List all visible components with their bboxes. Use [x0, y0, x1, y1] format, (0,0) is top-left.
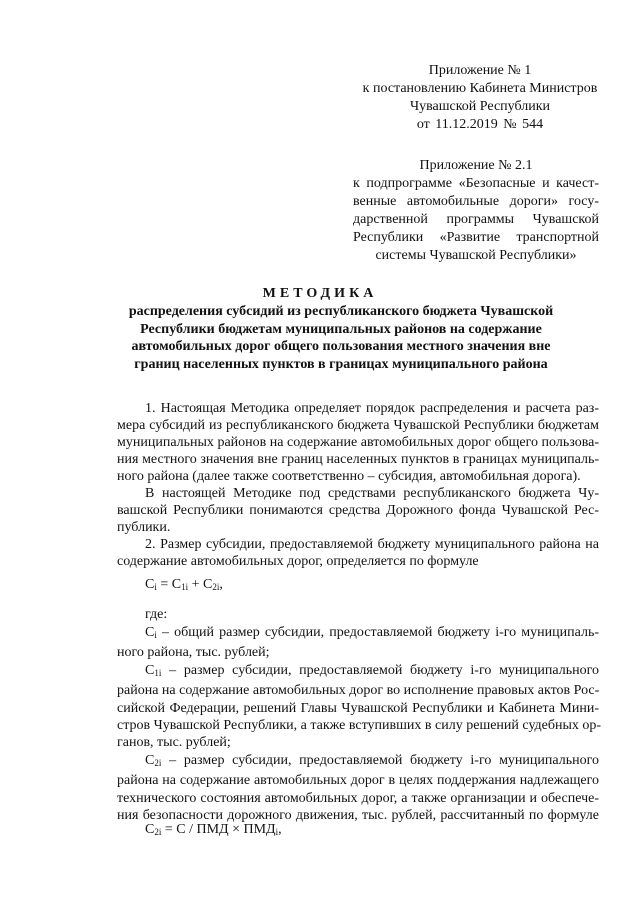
- paragraph-1-line: 1. Настоящая Методика определяет порядок распределения и расчета раз-: [145, 401, 599, 416]
- definition-c2-line: района на содержание автомобильных дорог в целях поддержания надлежащего: [117, 773, 599, 789]
- formula-symbol: = C / ПМД × ПМД: [161, 822, 276, 837]
- def-text: – размер субсидии, предоставляемой бюджету i-го муниципального: [161, 752, 599, 768]
- formula-subscript: 2i: [212, 582, 220, 592]
- definition-ci-line: ного района, тыс. рублей;: [117, 645, 270, 661]
- paragraph-2-line: вашской Республики понимаются средства Дорожного фонда Чувашской Рес-: [117, 503, 599, 518]
- annex-2-line: к подпрограмме «Безопасные и качест-: [353, 176, 599, 191]
- annex-1-header: [340, 62, 620, 134]
- annex-1-line: к постановлению Кабинета Министров: [362, 81, 598, 96]
- def-text: – размер субсидии, предоставляемой бюджету i-го муниципального: [161, 662, 599, 678]
- paragraph-1-line: ния местного значения вне границ населенных пунктов в границах муниципаль-: [117, 452, 599, 467]
- annex-1-line: Чувашской Республики: [409, 99, 551, 114]
- annex-1-date: от 11.12.2019 № 544: [416, 117, 544, 132]
- subtitle-line: распределения субсидий из республиканского бюджета Чувашской: [128, 304, 554, 319]
- definition-c1-line: [117, 662, 599, 682]
- annex-2-line: Республики «Развитие транспортной: [353, 230, 599, 245]
- formula-symbol: ,: [278, 822, 282, 837]
- def-subscript: 1i: [154, 667, 162, 678]
- paragraph-3-line: 2. Размер субсидии, предоставляемой бюджету муниципального района на: [145, 537, 599, 552]
- definition-c2-line: технического состояния автомобильных дорог, а также организации и обеспече-: [117, 790, 599, 806]
- annex-2-header: [353, 157, 599, 265]
- paragraph-1-line: мера субсидий из республиканского бюджета Чувашской Республики бюджетам: [117, 418, 599, 433]
- formula-symbol: C: [145, 577, 155, 592]
- formula-c2-subsidy: [145, 822, 282, 838]
- definition-c1-line: района на содержание автомобильных дорог во исполнение правовых актов Рос-: [117, 683, 600, 699]
- paragraph-1-line: муниципальных районов на содержание автомобильных дорог общего пользова-: [117, 435, 599, 450]
- definition-c1-line: стров Чувашской Республики, а также вступивших в силу решений судебных ор-: [117, 718, 602, 734]
- subtitle-line: автомобильных дорог общего пользования местного значения вне: [131, 339, 551, 354]
- def-symbol: C: [145, 752, 155, 768]
- paragraph-2-line: публики.: [117, 520, 171, 535]
- definition-ci-line: [117, 624, 599, 644]
- subtitle-line: Республики бюджетам муниципальных районов на содержание: [140, 321, 542, 337]
- formula-subscript: 1i: [181, 582, 189, 592]
- annex-2-title: Приложение № 2.1: [419, 158, 533, 173]
- definition-c2-line: ния безопасности дорожного движения, тыс. рублей, рассчитанный по формуле: [117, 808, 599, 824]
- formula-total-subsidy: [145, 577, 223, 593]
- where-label: где:: [145, 607, 168, 622]
- paragraph-3-line: содержание автомобильных дорог, определяется по формуле: [117, 554, 479, 569]
- formula-symbol: C: [145, 822, 155, 837]
- annex-1-title: Приложение № 1: [428, 63, 532, 78]
- def-symbol: C: [145, 662, 155, 678]
- annex-2-line: дарственной программы Чувашской: [353, 212, 599, 227]
- def-symbol: C: [145, 625, 155, 640]
- formula-symbol: + C: [188, 577, 213, 592]
- formula-symbol: = C: [156, 577, 182, 592]
- paragraph-1-line: ного района (далее также соответственно – субсидия, автомобильная дорога).: [117, 469, 581, 484]
- definitions: [117, 624, 602, 824]
- annex-2-line: венные автомобильные дороги» госу-: [353, 194, 599, 209]
- definition-c1-line: сийской Федерации, решений Главы Чувашской Республики и Кабинета Мини-: [117, 700, 599, 716]
- body-text: [117, 400, 599, 570]
- annex-2-line: системы Чувашской Республики»: [375, 248, 577, 263]
- document-title: МЕТОДИКА: [262, 286, 378, 301]
- paragraph-2-line: В настоящей Методике под средствами республиканского бюджета Чу-: [145, 486, 599, 501]
- formula-subscript: i: [275, 827, 279, 837]
- def-subscript: i: [154, 630, 157, 640]
- formula-subscript: i: [154, 582, 157, 592]
- subtitle-line: границ населенных пунктов в границах муниципального района: [134, 356, 548, 372]
- def-subscript: 2i: [154, 757, 162, 768]
- definition-c2-line: [117, 752, 599, 772]
- def-text: – общий размер субсидии, предоставляемой бюджету i-го муниципаль-: [156, 625, 599, 640]
- document-subtitle: [115, 303, 567, 373]
- formula-subscript: 2i: [154, 827, 162, 837]
- definition-c1-line: ганов, тыс. рублей;: [117, 735, 231, 751]
- formula-symbol: ,: [219, 577, 223, 592]
